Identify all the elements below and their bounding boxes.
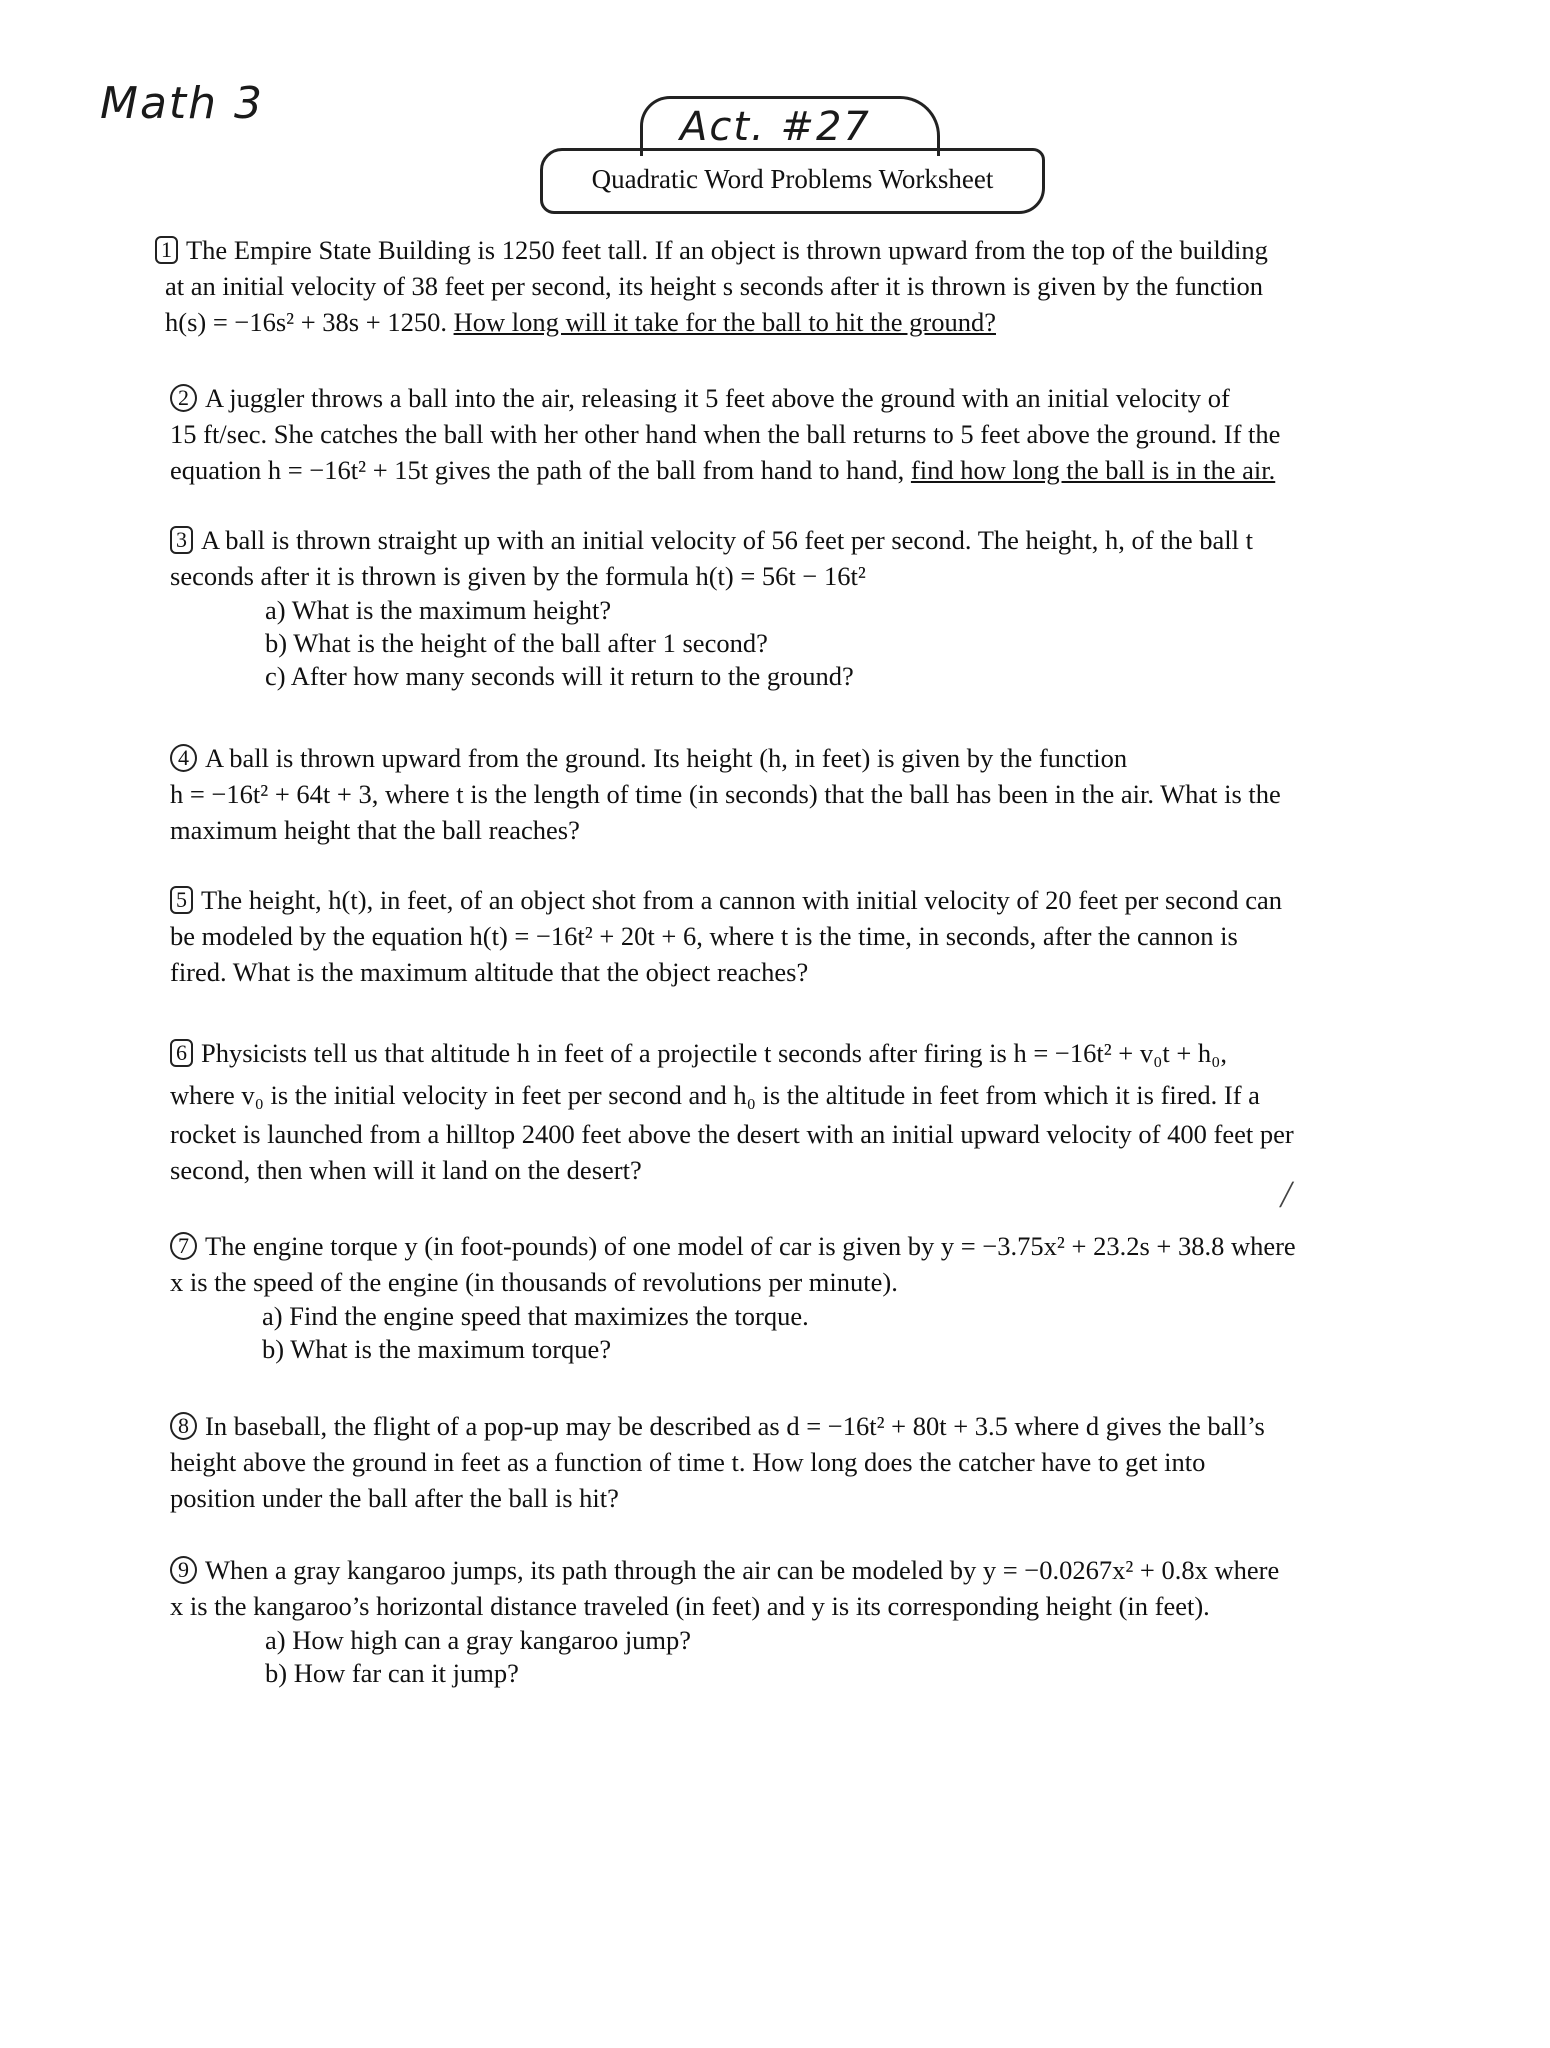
- problem-number: 2: [170, 384, 197, 412]
- problem-text: x is the speed of the engine (in thousands of revolutions per minute).: [170, 1267, 898, 1297]
- problem-text: fired. What is the maximum altitude that the object reaches?: [170, 957, 809, 987]
- problem-text: The engine torque y (in foot-pounds) of one model of car is given by y = −3.75x² + 23.2s + 38.8 where: [205, 1231, 1296, 1261]
- sub-question: a) Find the engine speed that maximizes the torque.: [262, 1301, 809, 1331]
- sub-question: c) After how many seconds will it return to the ground?: [265, 661, 854, 691]
- problem-number: 9: [170, 1556, 197, 1584]
- sub-question: b) What is the maximum torque?: [262, 1334, 612, 1364]
- equation: h(s) = −16s² + 38s + 1250.: [165, 307, 447, 337]
- problem-2: [170, 380, 1280, 488]
- problem-text: maximum height that the ball reaches?: [170, 815, 580, 845]
- problem-1: [155, 232, 1268, 340]
- problem-text: The Empire State Building is 1250 feet tall. If an object is thrown upward from the top of the building: [186, 235, 1268, 265]
- question: How long will it take for the ball to hit the ground?: [453, 307, 996, 337]
- problem-text: When a gray kangaroo jumps, its path through the air can be modeled by y = −0.0267x² + 0.8x where: [205, 1555, 1280, 1585]
- problem-text: height above the ground in feet as a function of time t. How long does the catcher have to get into: [170, 1447, 1206, 1477]
- problem-text: be modeled by the equation h(t) = −16t² + 20t + 6, where t is the time, in seconds, after the cannon is: [170, 921, 1238, 951]
- problem-text: In baseball, the flight of a pop-up may be described as d = −16t² + 80t + 3.5 where d gives the ball’s: [205, 1411, 1265, 1441]
- sub-question: a) How high can a gray kangaroo jump?: [265, 1625, 692, 1655]
- problem-number: 5: [170, 886, 193, 914]
- problem-4: [170, 740, 1281, 848]
- stray-mark: ╱: [1280, 1182, 1294, 1207]
- problem-text: second, then when will it land on the desert?: [170, 1155, 642, 1185]
- problem-number: 7: [170, 1232, 197, 1260]
- equation: equation h = −16t² + 15t gives the path of the ball from hand to hand,: [170, 455, 905, 485]
- activity-label: Act. #27: [680, 104, 871, 150]
- problem-text: position under the ball after the ball is hit?: [170, 1483, 619, 1513]
- problem-text: The height, h(t), in feet, of an object shot from a cannon with initial velocity of 20 feet per second can: [201, 885, 1282, 915]
- worksheet-title: Quadratic Word Problems Worksheet: [591, 164, 994, 194]
- problem-text: seconds after it is thrown is given by the formula h(t) = 56t − 16t²: [170, 561, 866, 591]
- problem-text: h = −16t² + 64t + 3, where t is the length of time (in seconds) that the ball has been in the air. What is the: [170, 779, 1281, 809]
- sub-question: b) What is the height of the ball after 1 second?: [265, 628, 768, 658]
- problem-text: rocket is launched from a hilltop 2400 feet above the desert with an initial upward velocity of 400 feet per: [170, 1119, 1294, 1149]
- problem-text: where v₀ is the initial velocity in feet per second and h₀ is the altitude in feet from which it is fired. If a: [170, 1080, 1260, 1110]
- problem-text: at an initial velocity of 38 feet per second, its height s seconds after it is thrown is given by the function: [165, 271, 1264, 301]
- problem-number: 6: [170, 1039, 193, 1067]
- problem-7: [170, 1228, 1296, 1366]
- problem-5: [170, 882, 1282, 990]
- problem-text: x is the kangaroo’s horizontal distance traveled (in feet) and y is its corresponding height (in feet).: [170, 1591, 1210, 1621]
- problem-number: 1: [155, 236, 178, 264]
- sub-question: b) How far can it jump?: [265, 1658, 519, 1688]
- problem-text: 15 ft/sec. She catches the ball with her other hand when the ball returns to 5 feet above the ground. If the: [170, 419, 1281, 449]
- question: find how long the ball is in the air.: [910, 455, 1276, 485]
- problem-9: [170, 1552, 1279, 1690]
- problem-number: 4: [170, 744, 197, 772]
- course-label: Math 3: [100, 78, 265, 129]
- problem-text: Physicists tell us that altitude h in feet of a projectile t seconds after firing is h = −16t² + v₀t + h₀,: [201, 1038, 1228, 1068]
- problem-text: A juggler throws a ball into the air, releasing it 5 feet above the ground with an initial velocity of: [205, 383, 1230, 413]
- problem-3: [170, 522, 1253, 693]
- problem-text: A ball is thrown straight up with an initial velocity of 56 feet per second. The height, h, of the ball t: [201, 525, 1253, 555]
- problem-number: 8: [170, 1412, 197, 1440]
- problem-number: 3: [170, 526, 193, 554]
- problem-text: A ball is thrown upward from the ground. Its height (h, in feet) is given by the function: [205, 743, 1128, 773]
- problem-8: [170, 1408, 1265, 1516]
- problem-6: [170, 1032, 1294, 1188]
- sub-question: a) What is the maximum height?: [265, 595, 612, 625]
